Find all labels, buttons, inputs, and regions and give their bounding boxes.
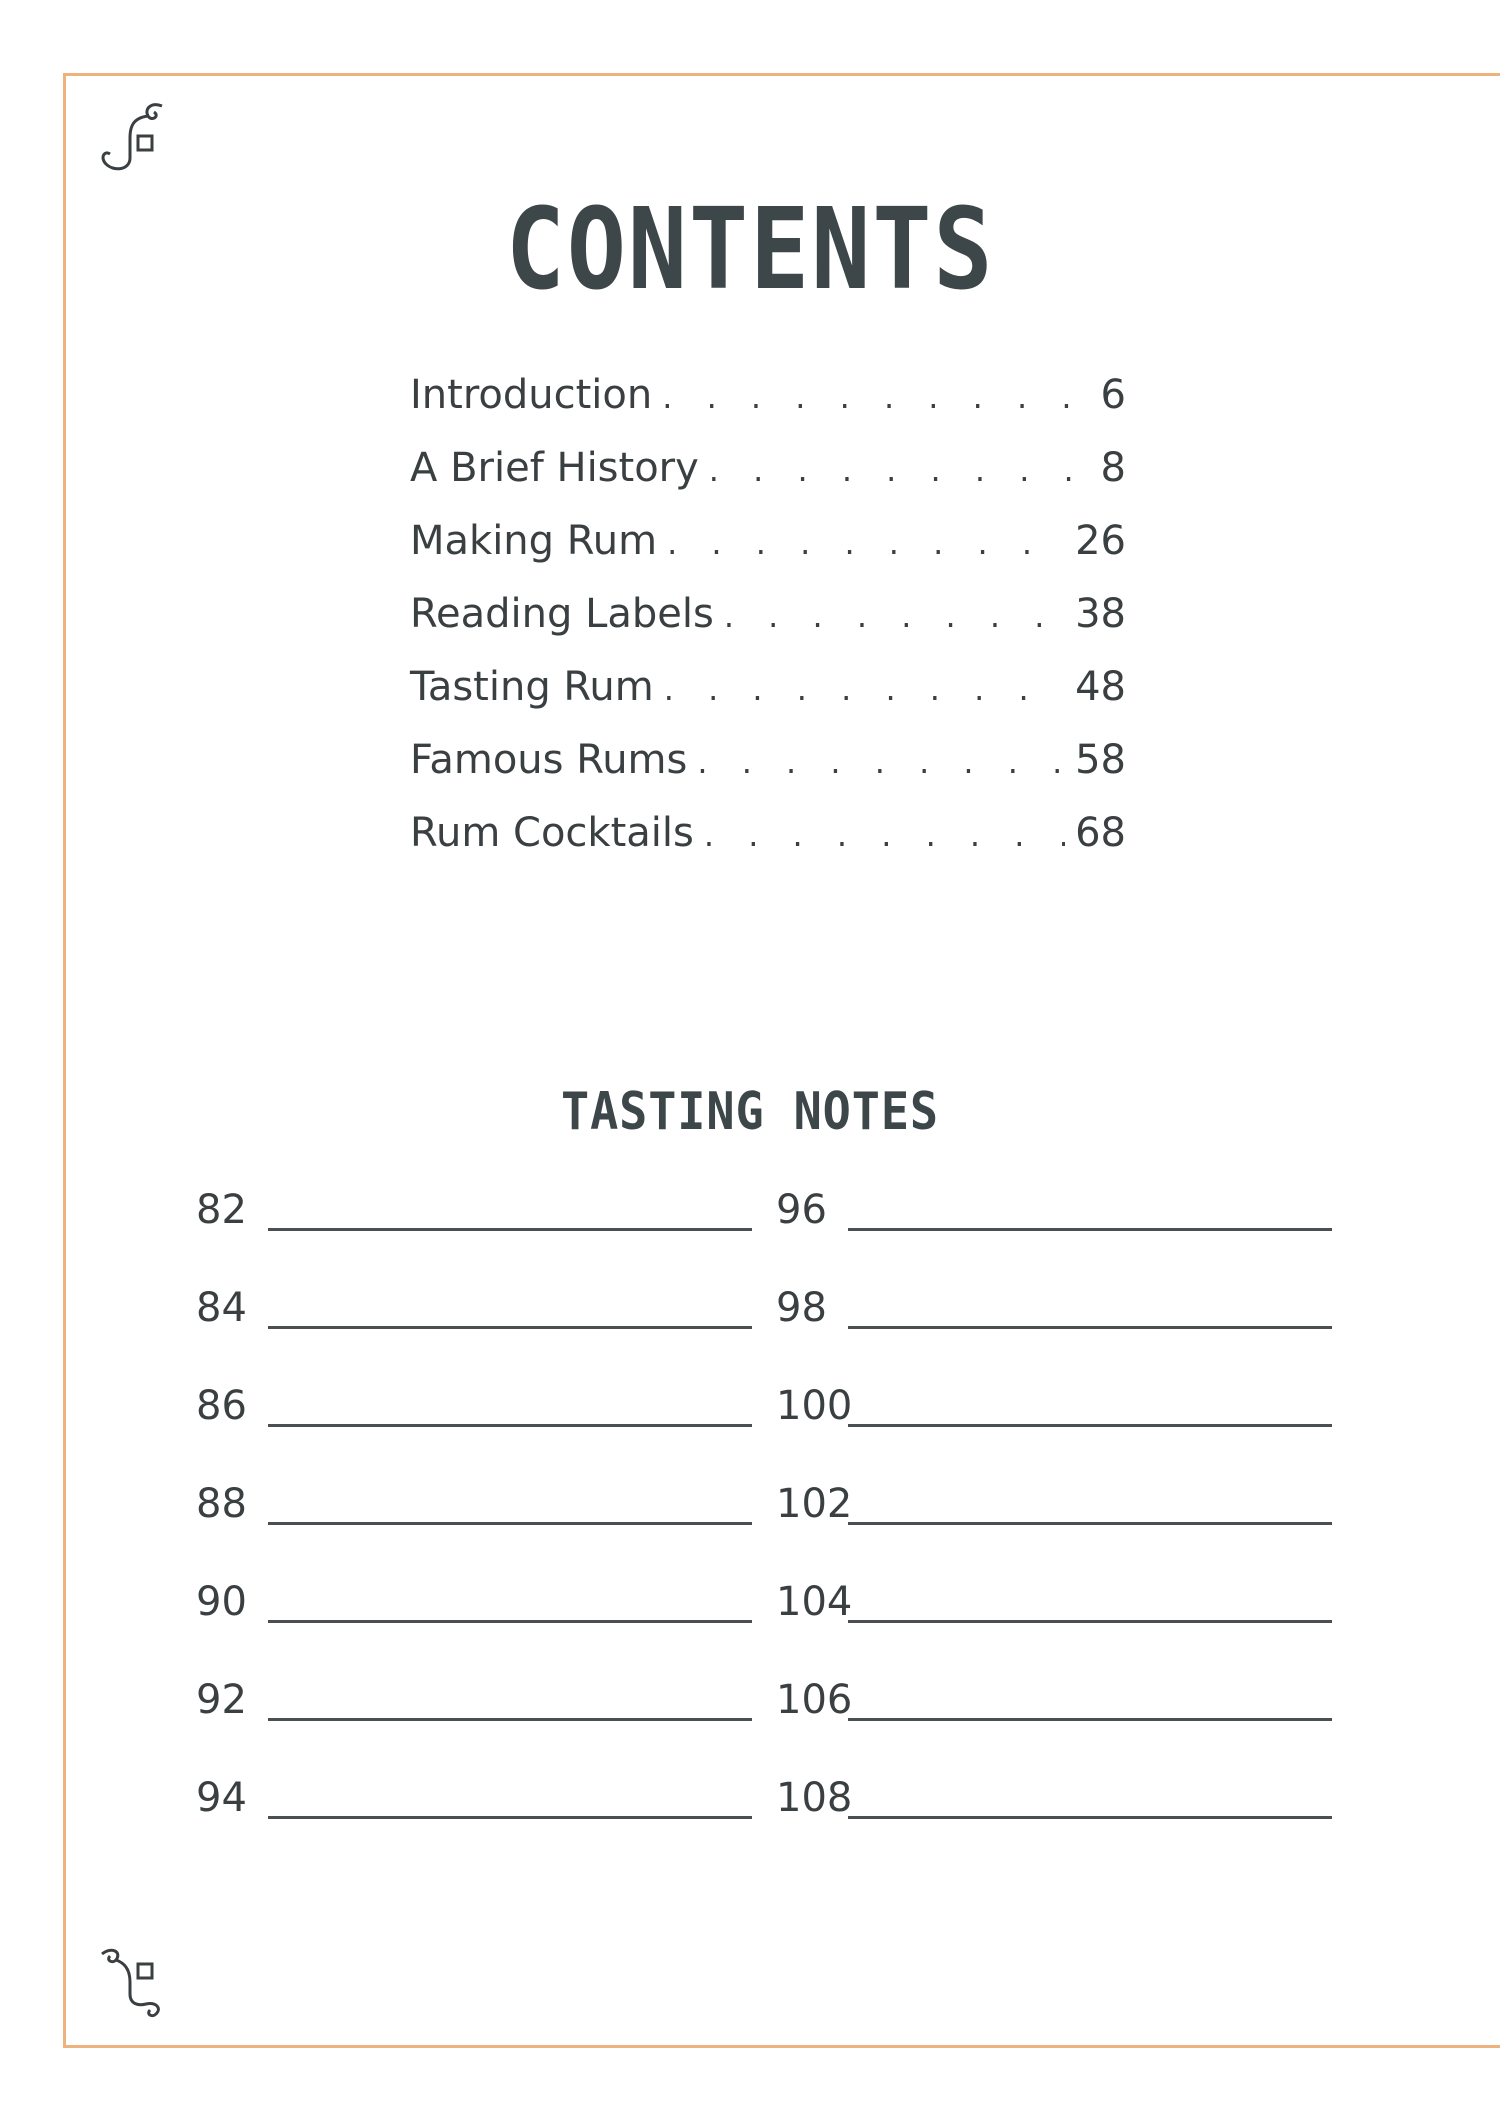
toc-entry-page: 58: [1075, 737, 1126, 783]
tasting-note-row: [196, 1775, 752, 1873]
tasting-note-row: [776, 1383, 1332, 1481]
tasting-notes-right-column: [776, 1187, 1332, 1873]
write-in-line[interactable]: [268, 1424, 752, 1427]
toc-entry[interactable]: [410, 737, 1126, 810]
write-in-line[interactable]: [268, 1522, 752, 1525]
write-in-line[interactable]: [848, 1326, 1332, 1329]
toc-entry[interactable]: [410, 372, 1126, 445]
tasting-note-row: [196, 1187, 752, 1285]
tasting-note-row: [776, 1481, 1332, 1579]
toc-entry[interactable]: [410, 664, 1126, 737]
table-of-contents: [410, 372, 1126, 883]
toc-entry-title: Reading Labels: [410, 591, 714, 637]
page-title: CONTENTS: [505, 185, 995, 315]
tasting-notes-left-column: [196, 1187, 752, 1873]
toc-entry-page: 68: [1075, 810, 1126, 856]
tasting-note-row: [196, 1481, 752, 1579]
toc-leader-dots: [704, 816, 1065, 854]
write-in-line[interactable]: [268, 1816, 752, 1819]
toc-leader-dots: [697, 743, 1065, 781]
write-in-line[interactable]: [848, 1718, 1332, 1721]
write-in-line[interactable]: [848, 1816, 1332, 1819]
toc-entry-title: Tasting Rum: [410, 664, 654, 710]
tasting-note-row: [776, 1285, 1332, 1383]
tasting-notes-heading: TASTING NOTES: [561, 1082, 939, 1142]
toc-entry[interactable]: [410, 810, 1126, 883]
tasting-note-page: 86: [196, 1383, 247, 1429]
tasting-note-page: 88: [196, 1481, 247, 1527]
tasting-note-page: 84: [196, 1285, 247, 1331]
tasting-note-page: 108: [776, 1775, 853, 1821]
tasting-note-row: [776, 1677, 1332, 1775]
toc-entry-title: A Brief History: [410, 445, 699, 491]
toc-entry-page: 38: [1075, 591, 1126, 637]
tasting-note-page: 98: [776, 1285, 827, 1331]
write-in-line[interactable]: [848, 1424, 1332, 1427]
toc-entry-title: Introduction: [410, 372, 653, 418]
tasting-note-page: 102: [776, 1481, 853, 1527]
toc-entry-page: 8: [1100, 445, 1126, 491]
toc-entry-page: 26: [1075, 518, 1126, 564]
write-in-line[interactable]: [268, 1718, 752, 1721]
tasting-note-page: 94: [196, 1775, 247, 1821]
tasting-note-row: [196, 1579, 752, 1677]
toc-leader-dots: [664, 670, 1065, 708]
write-in-line[interactable]: [848, 1620, 1332, 1623]
toc-entry-page: 48: [1075, 664, 1126, 710]
tasting-note-page: 96: [776, 1187, 827, 1233]
toc-leader-dots: [724, 597, 1065, 635]
write-in-line[interactable]: [848, 1228, 1332, 1231]
toc-leader-dots: [662, 378, 1076, 416]
tasting-note-page: 82: [196, 1187, 247, 1233]
tasting-note-row: [776, 1579, 1332, 1677]
tasting-note-row: [196, 1285, 752, 1383]
toc-leader-dots: [709, 451, 1076, 489]
tasting-note-page: 104: [776, 1579, 853, 1625]
tasting-note-page: 90: [196, 1579, 247, 1625]
toc-entry-page: 6: [1100, 372, 1126, 418]
toc-entry-title: Famous Rums: [410, 737, 688, 783]
write-in-line[interactable]: [268, 1326, 752, 1329]
tasting-note-page: 106: [776, 1677, 853, 1723]
scroll-ornament-icon: [92, 98, 172, 178]
scroll-ornament-icon: [92, 1942, 172, 2022]
tasting-note-row: [776, 1775, 1332, 1873]
tasting-note-page: 100: [776, 1383, 853, 1429]
write-in-line[interactable]: [268, 1228, 752, 1231]
toc-entry[interactable]: [410, 591, 1126, 664]
tasting-note-row: [196, 1383, 752, 1481]
toc-entry[interactable]: [410, 518, 1126, 591]
tasting-note-row: [776, 1187, 1332, 1285]
write-in-line[interactable]: [268, 1620, 752, 1623]
tasting-note-page: 92: [196, 1677, 247, 1723]
toc-entry[interactable]: [410, 445, 1126, 518]
toc-entry-title: Rum Cocktails: [410, 810, 694, 856]
write-in-line[interactable]: [848, 1522, 1332, 1525]
toc-entry-title: Making Rum: [410, 518, 658, 564]
tasting-note-row: [196, 1677, 752, 1775]
toc-leader-dots: [667, 524, 1065, 562]
